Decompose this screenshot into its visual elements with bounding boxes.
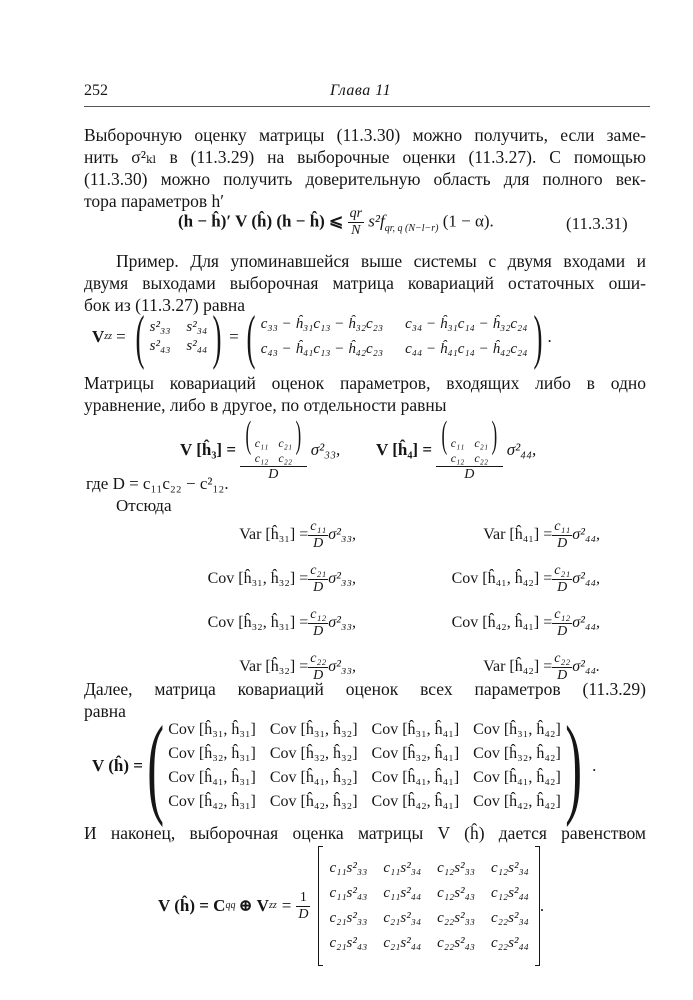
- final-equation: V (ĥ) = C qq ⊕ V zz = $\frac{1}{D}$ c₁₁s²₃₃ c₁₁s²₃₄ c₁₂s²₃₃ c₁₂s²₃₄ c₁₁s²₄₃ c₁₁s²₄₄ c₁₂s²₄₃ c₁₂s²₄₄ c₂₁s²₃₃ c₂₁s²₃₄ c₂₂s²₃₃ c₂₂s²₃₄ c₂₁s²₄₃ c₂₁s²₄₄ c₂₂s²₄₃ c₂₂s²₄₄ .: [158, 846, 544, 966]
- vh3-fraction: ( c₁₁ c₂₁ c₁₂ c₂₂ ) D: [240, 416, 307, 483]
- example-paragraph-first: [84, 250, 646, 272]
- var-row-right: Var [ĥ₄₁] = $\frac{\text{c₁₁}}{D}$ σ²₄₄,: [483, 518, 600, 551]
- var-row-left: Cov [ĥ₃₁, ĥ₃₂] = $\frac{\text{c₂₁}}{D}$ σ²₃₃,: [207, 562, 356, 595]
- var-cov-table: [180, 514, 600, 688]
- vh3-equation: [180, 416, 340, 483]
- bracket-right: ): [565, 704, 582, 828]
- vh4-equation: [376, 416, 536, 483]
- example-line: Пример. Для упоминавшейся выше системы с двумя входами и: [116, 251, 646, 271]
- eq1-rhs-sub: qr, q (N−l−r): [384, 222, 439, 234]
- where-line: где D = c₁₁c₂₂ − c²₁₂.: [86, 474, 229, 493]
- chapter-title: Глава 11: [330, 82, 392, 99]
- final-line: И наконец, выборочная оценка матрицы V (ĥ) дается равенством: [84, 823, 646, 843]
- final-paragraph: [84, 822, 646, 844]
- eq1-rhs: s²f: [368, 211, 385, 231]
- var-row-left: Var [ĥ₃₂] = $\frac{\text{c₂₂}}{D}$ σ²₃₃,: [239, 650, 356, 683]
- vh-all-matrix: Cov [ĥ₃₁, ĥ₃₁] Cov [ĥ₃₁, ĥ₃₂] Cov [ĥ₃₁, ĥ₄₁] Cov [ĥ₃₁, ĥ₄₂] Cov [ĥ₃₂, ĥ₃₁] Cov [ĥ₃₂, ĥ₃₂] Cov [ĥ₃₂, ĥ₄₁] Cov [ĥ₃₂, ĥ₄₂] Cov [ĥ₄₁, ĥ₃₁] Cov [ĥ₄₁, ĥ₃₂] Cov [ĥ₄₁, ĥ₄₁] Cov [ĥ₄₁, ĥ₄₂] Cov [ĥ₄₂, ĥ₃₁] Cov [ĥ₄₂, ĥ₃₂] Cov [ĥ₄₂, ĥ₄₁] Cov [ĥ₄₂, ĥ₄₂]: [168, 721, 561, 810]
- vh3-tail: σ²₃₃,: [310, 439, 341, 459]
- final-fraction: $\frac{1}{D}$: [298, 889, 309, 922]
- var-row-right: Var [ĥ₄₂] = $\frac{\text{c₂₂}}{D}$ σ²₄₄.: [483, 650, 600, 683]
- intro-line: (11.3.30) можно получить доверительную область для полного век-: [84, 169, 646, 189]
- vzz-left-matrix: s²₃₃ s²₃₄ s²₄₃ s²₄₄: [149, 319, 208, 354]
- eq1-label: (11.3.31): [566, 214, 628, 233]
- var-row-left: Var [ĥ₃₁] = $\frac{\text{c₁₁}}{D}$ σ²₃₃,: [239, 518, 356, 551]
- further-line: равна: [84, 701, 126, 721]
- cov-intro-paragraph: [84, 372, 646, 416]
- cov-intro-line: Матрицы ковариаций оценок параметров, входящих либо в одно: [84, 373, 646, 393]
- var-row-left: Cov [ĥ₃₂, ĥ₃₁] = $\frac{\text{c₁₂}}{D}$ σ²₃₃,: [207, 606, 356, 639]
- hence-line: Отсюда: [116, 496, 172, 515]
- cov-intro-line: уравнение, либо в другое, по отдельности равны: [84, 395, 447, 415]
- example-line: бок из (11.3.27) равна: [84, 295, 245, 315]
- vh3-lhs: V [ĥ₃] =: [180, 439, 237, 459]
- intro-line: нить σ²ₖₗ в (11.3.29) на выборочные оценки (11.3.27). С помощью: [84, 147, 646, 167]
- final-tail: .: [539, 896, 545, 915]
- vh-all-lhs: V (ĥ) =: [92, 756, 143, 775]
- final-lhs: V (ĥ) = C: [158, 896, 226, 915]
- intro-paragraph: [84, 124, 646, 212]
- vh-all-tail: .: [592, 756, 597, 775]
- vh4-fraction: ( c₁₁ c₂₁ c₁₂ c₂₂ ) D: [436, 416, 503, 483]
- final-eq-sign: =: [281, 896, 292, 915]
- equation-11-3-31: [178, 206, 494, 239]
- intro-line: тора параметров h′: [84, 191, 225, 211]
- eq1-fraction: $\frac{qr}{N}$: [349, 206, 363, 238]
- vzz-equation: V zz = ( s²₃₃ s²₃₄ s²₄₃ s²₄₄ ) = ( c₃₃ − ĥ₃₁c₁₃ − ĥ₃₂c₂₃ c₃₄ − ĥ₃₁c₁₄ − ĥ₃₂c₂₄ c₄₃ − ĥ₄₁c₁₃ − ĥ₄₂c₂₃ c₄₄ − ĥ₄₁c₁₄ − ĥ₄₂c₂₄ ) .: [92, 304, 552, 370]
- intro-line: Выборочную оценку матрицы (11.3.30) можно получить, если заме-: [84, 125, 646, 145]
- vzz-lhs: V: [92, 327, 105, 346]
- bracket-left: (: [147, 704, 164, 828]
- bracket-right: ): [212, 304, 222, 370]
- eq1-lhs: (h − ĥ)′ V (ĥ) (h − ĥ) ⩽: [178, 211, 344, 231]
- bracket-left: (: [135, 304, 145, 370]
- further-line: Далее, матрица ковариаций оценок всех параметров (11.3.29): [84, 679, 646, 699]
- vzz-right-matrix: c₃₃ − ĥ₃₁c₁₃ − ĥ₃₂c₂₃ c₃₄ − ĥ₃₁c₁₄ − ĥ₃₂c₂₄ c₄₃ − ĥ₄₁c₁₃ − ĥ₄₂c₂₃ c₄₄ − ĥ₄₁c₁₄ − ĥ₄₂c₂₄: [260, 316, 528, 357]
- bracket-left: (: [246, 304, 256, 370]
- eq1-tail: (1 − α).: [442, 211, 494, 231]
- bracket-right: ): [532, 304, 542, 370]
- header-rule: [84, 106, 650, 107]
- var-row-right: Cov [ĥ₄₂, ĥ₄₁] = $\frac{\text{c₁₂}}{D}$ σ²₄₄,: [451, 606, 600, 639]
- page-number: 252: [84, 82, 108, 99]
- bracket-left: [318, 846, 323, 966]
- vh4-tail: σ²₄₄,: [506, 439, 537, 459]
- example-line: двумя выходами выборочная матрица ковариаций остаточных оши-: [84, 273, 646, 293]
- var-row-right: Cov [ĥ₄₁, ĥ₄₂] = $\frac{\text{c₂₁}}{D}$ σ²₄₄,: [451, 562, 600, 595]
- final-op: ⊕ V: [238, 896, 269, 915]
- final-matrix: c₁₁s²₃₃ c₁₁s²₃₄ c₁₂s²₃₃ c₁₂s²₃₄ c₁₁s²₄₃ c₁₁s²₄₄ c₁₂s²₄₃ c₁₂s²₄₄ c₂₁s²₃₃ c₂₁s²₃₄ c₂₂s²₃₃ c₂₂s²₃₄ c₂₁s²₄₃ c₂₁s²₄₄ c₂₂s²₄₃ c₂₂s²₄₄: [329, 860, 529, 951]
- vh4-lhs: V [ĥ₄] =: [376, 439, 433, 459]
